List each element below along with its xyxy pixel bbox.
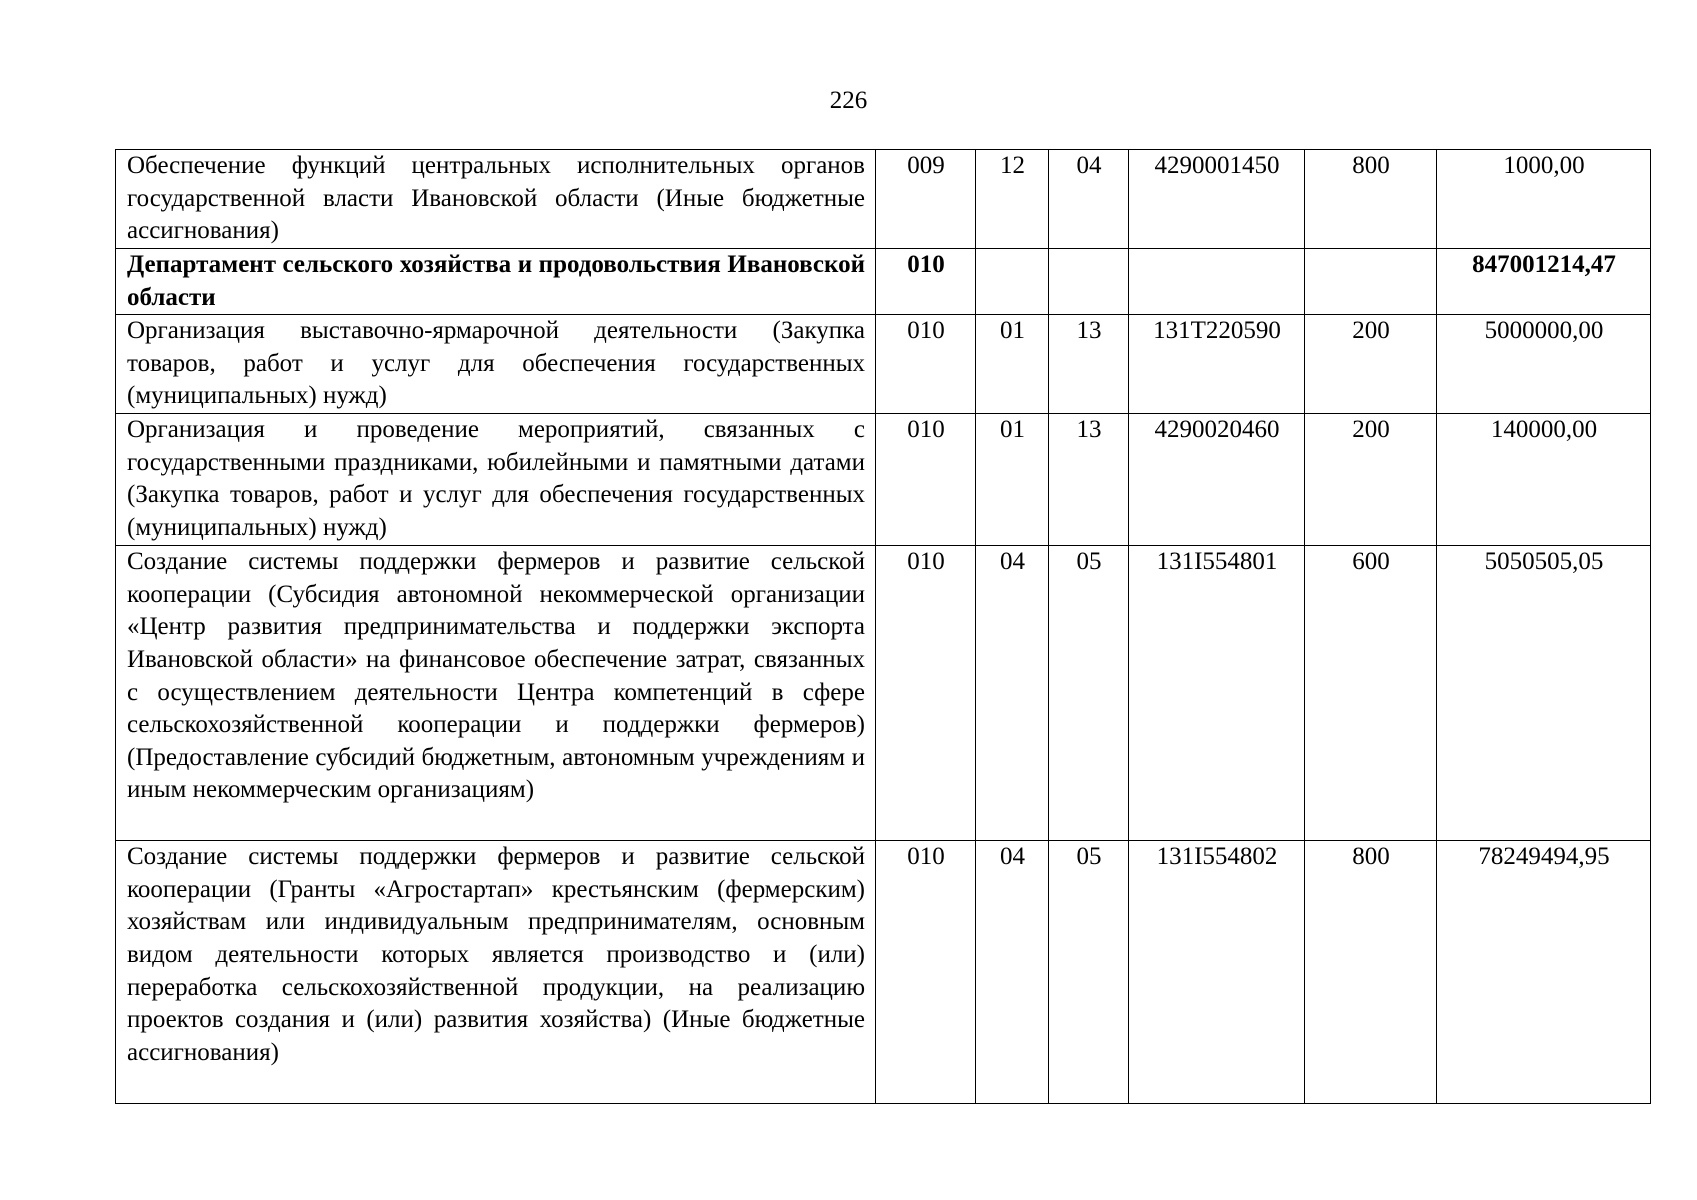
row-name: Организация выставочно-ярмарочной деятельности (Закупка товаров, работ и услуг для обеспечения государственных (муниципальных) нужд) [116,315,876,414]
row-expense-type [1305,249,1437,315]
row-name: Обеспечение функций центральных исполнительных органов государственной власти Ивановской области (Иные бюджетные ассигнования) [116,150,876,249]
row-name: Создание системы поддержки фермеров и развитие сельской кооперации (Субсидия автономной некоммерческой организации «Центр развития предпринимательства и поддержки экспорта Ивановской области» на финансовое обеспечение затрат, связанных с осуществлением деятельности Центра компетенций в сфере сельскохозяйственной кооперации и поддержки фермеров) (Предоставление субсидий бюджетным, автономным учреждениям и иным некоммерческим организациям) [116,546,876,841]
table-row [116,841,1651,1104]
row-expense-type: 600 [1305,546,1437,841]
row-ministry-code: 009 [876,150,976,249]
row-target-code: 4290020460 [1129,414,1305,546]
row-subsection-code: 13 [1049,315,1129,414]
row-subsection-code [1049,249,1129,315]
row-subsection-code: 05 [1049,546,1129,841]
row-amount: 1000,00 [1437,150,1651,249]
row-section-code: 04 [976,546,1049,841]
row-ministry-code: 010 [876,414,976,546]
row-name: Организация и проведение мероприятий, связанных с государственными праздниками, юбилейными и памятными датами (Закупка товаров, работ и услуг для обеспечения государственных (муниципальных) нужд) [116,414,876,546]
row-ministry-code: 010 [876,315,976,414]
page-number: 226 [829,87,868,114]
row-subsection-code: 04 [1049,150,1129,249]
row-target-code: 4290001450 [1129,150,1305,249]
table-row [116,414,1651,546]
budget-table [115,149,1651,1104]
row-ministry-code: 010 [876,249,976,315]
row-ministry-code: 010 [876,841,976,1104]
row-section-code: 01 [976,414,1049,546]
row-amount: 5000000,00 [1437,315,1651,414]
row-amount: 5050505,05 [1437,546,1651,841]
row-ministry-code: 010 [876,546,976,841]
row-subsection-code: 13 [1049,414,1129,546]
row-amount: 140000,00 [1437,414,1651,546]
row-target-code [1129,249,1305,315]
row-section-code: 01 [976,315,1049,414]
row-target-code: 131I554801 [1129,546,1305,841]
table-row [116,315,1651,414]
row-section-code [976,249,1049,315]
row-target-code: 131I554802 [1129,841,1305,1104]
row-name: Создание системы поддержки фермеров и развитие сельской кооперации (Гранты «Агростартап» крестьянским (фермерским) хозяйствам или индивидуальным предпринимателям, основным видом деятельности которых является производство и (или) переработка сельскохозяйственной продукции, на реализацию проектов создания и (или) развития хозяйства) (Иные бюджетные ассигнования) [116,841,876,1104]
row-amount: 847001214,47 [1437,249,1651,315]
row-expense-type: 200 [1305,414,1437,546]
row-subsection-code: 05 [1049,841,1129,1104]
row-name: Департамент сельского хозяйства и продовольствия Ивановской области [116,249,876,315]
table-row [116,546,1651,841]
row-expense-type: 800 [1305,150,1437,249]
row-section-code: 12 [976,150,1049,249]
row-expense-type: 200 [1305,315,1437,414]
row-amount: 78249494,95 [1437,841,1651,1104]
row-expense-type: 800 [1305,841,1437,1104]
row-section-code: 04 [976,841,1049,1104]
table-row [116,249,1651,315]
row-target-code: 131Т220590 [1129,315,1305,414]
table-row [116,150,1651,249]
